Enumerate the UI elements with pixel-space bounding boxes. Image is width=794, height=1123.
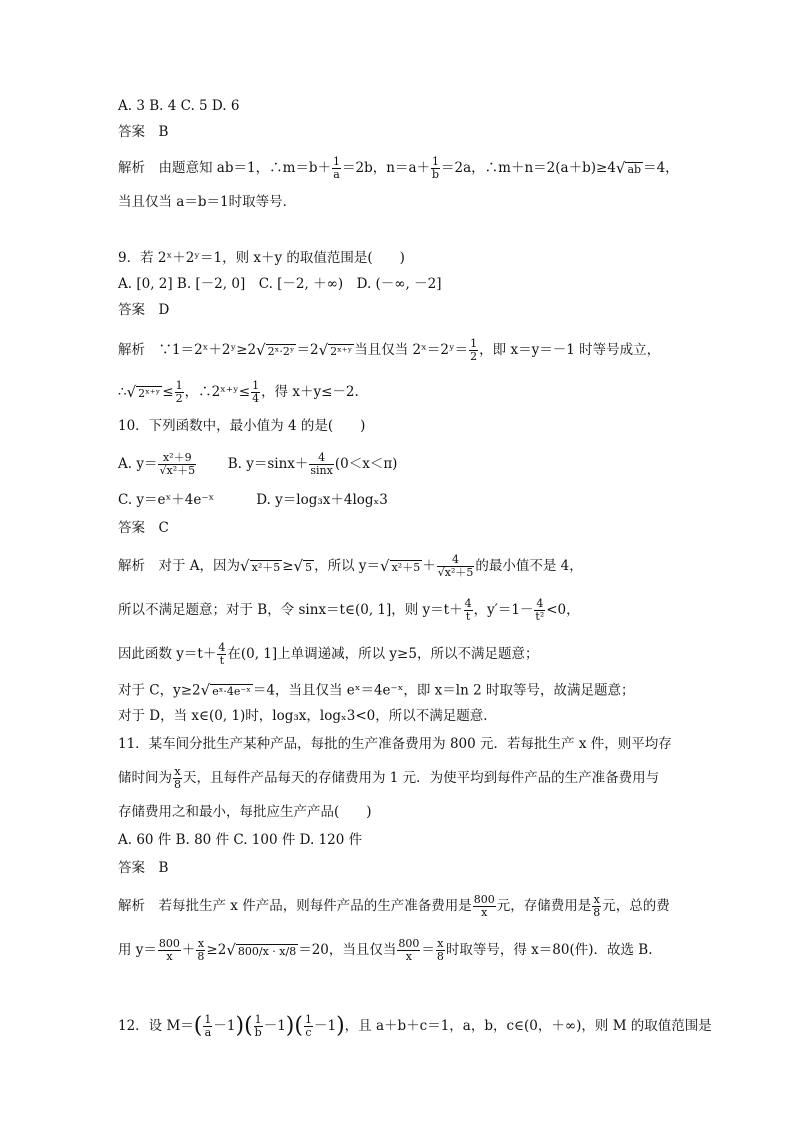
text: ＋	[422, 558, 436, 574]
text: 储时间为	[118, 770, 172, 786]
fraction: $\frac{1}{4}$	[252, 379, 260, 405]
text: 所以不满足题意；对于 B，令 sinx＝t∈(0, 1]，则 y＝t＋	[118, 602, 463, 618]
radical: √ 800/x · x/8	[226, 940, 297, 959]
radical: √ 2ˣ⁺ʸ	[318, 340, 353, 359]
text: 12．设 M＝	[118, 1018, 194, 1034]
q8-options: A. 3 B. 4 C. 5 D. 6	[118, 98, 240, 114]
q11-solution-line2	[118, 938, 653, 963]
text: ，所以 y＝	[314, 558, 381, 574]
q10-stem: 10．下列函数中，最小值为 4 的是( )	[118, 418, 366, 434]
text: C. y＝eˣ＋4e⁻ˣ	[118, 492, 215, 508]
text: ＝4，	[643, 160, 679, 176]
q9-solution-line2	[118, 380, 359, 405]
fraction: $\frac{4}{\sin x}$	[310, 451, 333, 477]
q11-solution-line1	[118, 894, 670, 919]
radical: √ 5	[293, 556, 313, 575]
text: B. y＝sinx＋	[227, 456, 309, 472]
q9-answer: 答案 D	[118, 302, 170, 318]
radical: √ ab	[615, 158, 642, 177]
text: 因此函数 y＝t＋	[118, 646, 217, 662]
fraction: $\frac{x}{8}$	[436, 937, 444, 963]
q8-answer: 答案 B	[118, 124, 169, 140]
fraction: $\frac{800}{x}$	[158, 937, 180, 963]
text: 对于 C，y≥2	[118, 682, 201, 699]
text: ≤	[162, 384, 174, 400]
text: 当且仅当 2ˣ＝2ʸ＝	[354, 342, 469, 358]
q10-solution-line2	[118, 598, 580, 623]
q10-solution-line3	[118, 642, 538, 667]
text: ＝2	[296, 342, 319, 358]
q11-stem-line2	[118, 766, 659, 791]
q10-solution-line1	[118, 554, 583, 579]
fraction: $\frac{1}{a}$	[333, 155, 341, 181]
fraction: $\frac{\text{x²＋9}}{\text{√x²＋5}}$	[159, 451, 196, 477]
q11-options: A. 60 件 B. 80 件 C. 100 件 D. 120 件	[118, 832, 363, 848]
fraction: $\frac{1}{c}$	[304, 1013, 312, 1039]
text: ，得 x＋y≤－2.	[261, 384, 359, 400]
q11-answer: 答案 B	[118, 860, 169, 876]
fraction: $\frac{800}{x}$	[398, 937, 420, 963]
text: ，y′＝1－	[473, 602, 534, 618]
text: ＝2a，∴m＋n＝2(a＋b)≥4	[441, 160, 616, 176]
text: (0＜x＜π)	[334, 456, 398, 472]
fraction: $\frac{1}{b}$	[254, 1013, 262, 1039]
text: 时取等号，得 x＝80(件)．故选 B.	[445, 942, 653, 958]
text: ＋	[181, 942, 196, 958]
q10-options-ab	[118, 452, 397, 477]
fraction: $\frac{4}{t}$	[218, 641, 226, 667]
q10-solution-line5: 对于 D，当 x∈(0, 1)时，log₃x，logₓ3<0，所以不满足题意．	[118, 708, 497, 724]
text: 元，存储费用是	[496, 898, 592, 914]
text: 解析 若每批生产 x 件产品，则每件产品的生产准备费用是	[118, 898, 472, 914]
q9-options: A. [0, 2] B. [－2, 0] C. [－2, ＋∞) D. (－∞, －2]	[118, 276, 442, 292]
q11-stem-line1: 11．某车间分批生产某种产品，每批的生产准备费用为 800 元．若每批生产 x 件，则平均存	[118, 736, 672, 752]
text: 解析 由题意知 ab＝1，∴m＝b＋	[118, 160, 332, 176]
text: ＝20，当且仅当	[298, 942, 397, 958]
fraction: $\frac{4}{\text{√x²＋5}}$	[437, 553, 474, 579]
text: D. y＝log₃x＋4logₓ3	[256, 492, 388, 508]
q9-stem: 9．若 2ˣ＋2ʸ＝1，则 x＋y 的取值范围是( )	[118, 250, 405, 266]
text: ＝	[421, 942, 435, 958]
text: 元，总的费	[602, 898, 670, 914]
text: ∴	[118, 384, 127, 400]
text: 天，且每件产品每天的存储费用为 1 元．为使平均到每件产品的生产准备费用与	[183, 770, 660, 786]
q10-options-cd	[118, 490, 388, 510]
text: －1	[313, 1018, 337, 1034]
text: ≥2	[206, 942, 227, 958]
text: <0，	[546, 602, 580, 618]
q11-stem-line3: 存储费用之和最小，每批应生产产品( )	[118, 804, 372, 820]
q10-answer: 答案 C	[118, 520, 169, 536]
text: A. y＝	[118, 456, 158, 472]
text: ＝2b，n＝a＋	[342, 160, 430, 176]
fraction: $\frac{4}{t}$	[464, 597, 472, 623]
text: 在(0, 1]上单调递减，所以 y≥5，所以不满足题意；	[227, 646, 539, 662]
radical: √ x²＋5	[240, 556, 281, 575]
radical: √ x²＋5	[380, 556, 421, 575]
fraction: $\frac{x}{8}$	[174, 765, 181, 791]
text: ，∴2ˣ⁺ʸ≤	[184, 384, 251, 400]
q8-solution-line1	[118, 156, 679, 181]
q9-solution-line1	[118, 338, 660, 363]
fraction: $\frac{800}{x}$	[473, 893, 495, 919]
text: －1	[263, 1018, 286, 1034]
fraction: $\frac{1}{2}$	[175, 379, 183, 405]
radical: √ eˣ·4e⁻ˣ	[200, 681, 251, 699]
text: ＝4，当且仅当 eˣ＝4e⁻ˣ，即 x＝ln 2 时取等号，故满足题意；	[252, 682, 635, 699]
fraction: $\frac{1}{a}$	[204, 1013, 212, 1039]
fraction: $\frac{1}{2}$	[470, 337, 478, 363]
radical: √ 2ˣ⁺ʸ	[126, 382, 161, 401]
radical: √ 2ˣ·2ʸ	[256, 340, 295, 359]
text: ，且 a＋b＋c＝1，a，b，c∈(0，＋∞)，则 M 的取值范围是	[344, 1018, 712, 1034]
text: －1	[213, 1018, 236, 1034]
fraction: $\frac{x}{8}$	[197, 937, 205, 963]
q12-stem: 12．设 M＝( $\frac{1}{a}$ －1)( $\frac{1}{b}$ －1)( $\frac{1}{c}$ －1)，且 a＋b＋c＝1，a，b，c∈(0，＋∞)，则 M 的取值范围是	[118, 1013, 712, 1039]
q8-solution-line2: 当且仅当 a＝b＝1时取等号．	[118, 194, 297, 210]
fraction: $\frac{x}{8}$	[593, 893, 601, 919]
text: 解析 对于 A，因为	[118, 558, 241, 574]
text: ，即 x＝y＝－1 时等号成立，	[479, 342, 661, 358]
fraction: $\frac{1}{b}$	[432, 155, 440, 181]
text: 的最小值不是 4，	[475, 558, 583, 574]
text: 解析 ∵1＝2ˣ＋2ʸ≥2	[118, 342, 257, 358]
text: ≥	[282, 558, 294, 574]
q10-solution-line4	[118, 680, 634, 702]
fraction: $\frac{4}{\text{t²}}$	[535, 597, 545, 623]
text: 用 y＝	[118, 942, 157, 958]
